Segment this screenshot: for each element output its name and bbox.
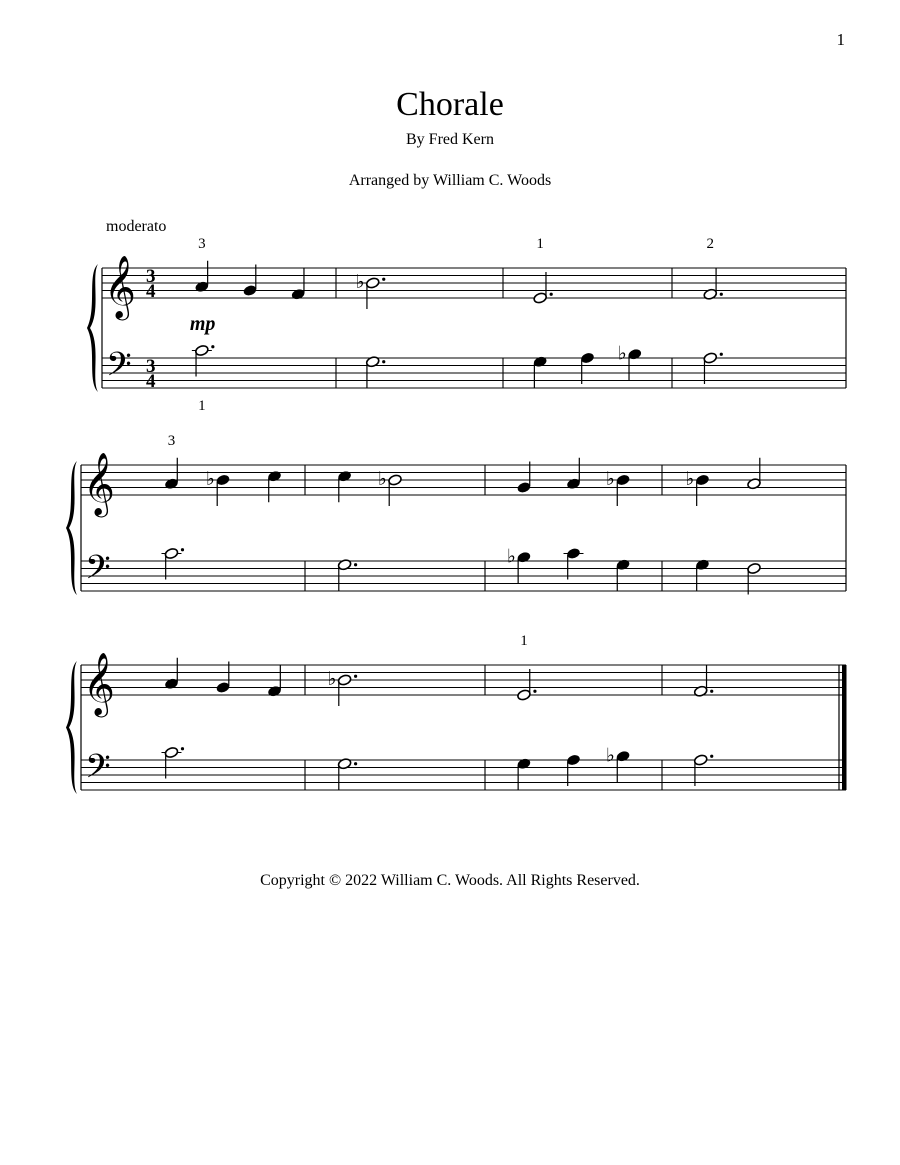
treble-note-notehead bbox=[267, 685, 282, 697]
treble-fingering: 1 bbox=[536, 236, 544, 252]
composer-credit: By Fred Kern bbox=[406, 131, 494, 148]
treble-note-notehead bbox=[216, 474, 231, 486]
treble-note-notehead bbox=[566, 478, 581, 490]
bass-note-notehead bbox=[693, 754, 708, 766]
final-barline-thick bbox=[842, 665, 847, 790]
bass-fingering: 1 bbox=[198, 398, 206, 414]
bass-note-notehead bbox=[580, 352, 595, 364]
bass-note-dot bbox=[354, 762, 357, 765]
treble-note-flat-icon: ♭ bbox=[206, 469, 215, 490]
bass-note-notehead bbox=[616, 750, 631, 762]
time-signature-top: 3 bbox=[146, 356, 156, 377]
treble-note-dot bbox=[550, 293, 553, 296]
treble-note-dot bbox=[720, 293, 723, 296]
bass-clef-icon: 𝄢 bbox=[85, 748, 111, 793]
treble-note-dot bbox=[533, 690, 536, 693]
bass-clef-icon: 𝄢 bbox=[106, 346, 132, 391]
treble-note-notehead bbox=[695, 474, 710, 486]
time-signature-top: 3 bbox=[146, 266, 156, 287]
treble-note-notehead bbox=[243, 284, 258, 296]
bass-note-flat-icon: ♭ bbox=[606, 745, 616, 767]
bass-note-notehead bbox=[337, 559, 352, 571]
bass-note-notehead bbox=[628, 348, 643, 360]
brace bbox=[66, 461, 77, 595]
bass-note-notehead bbox=[517, 758, 532, 770]
brace bbox=[66, 661, 77, 794]
treble-note-dot bbox=[382, 278, 385, 281]
bass-note-flat-icon: ♭ bbox=[506, 546, 516, 568]
bass-note-notehead bbox=[195, 344, 210, 356]
treble-note-notehead bbox=[267, 470, 282, 482]
treble-note-notehead bbox=[291, 288, 306, 300]
bass-note-notehead bbox=[164, 746, 179, 758]
treble-note-notehead bbox=[517, 481, 532, 493]
treble-note-notehead bbox=[365, 277, 380, 289]
time-signature-bottom: 4 bbox=[146, 371, 156, 392]
bass-clef-icon: 𝄢 bbox=[85, 549, 111, 594]
bass-note-dot bbox=[710, 755, 713, 758]
bass-note-notehead bbox=[703, 352, 718, 364]
bass-note-dot bbox=[181, 548, 184, 551]
bass-note-dot bbox=[211, 345, 214, 348]
treble-note-dot bbox=[354, 675, 357, 678]
treble-clef-icon: 𝄞 bbox=[83, 654, 115, 714]
bass-note-notehead bbox=[616, 559, 631, 571]
treble-note-flat-icon: ♭ bbox=[355, 272, 365, 293]
page-title: Chorale bbox=[396, 86, 504, 123]
bass-note-notehead bbox=[695, 559, 710, 571]
treble-note-notehead bbox=[337, 674, 352, 686]
treble-note-flat-icon: ♭ bbox=[685, 469, 695, 490]
treble-note-notehead bbox=[693, 685, 708, 697]
bass-note-notehead bbox=[164, 547, 179, 559]
treble-note-notehead bbox=[747, 478, 762, 490]
arranger-credit: Arranged by William C. Woods bbox=[348, 172, 552, 189]
bass-note-notehead bbox=[365, 356, 380, 368]
page-number: 1 bbox=[836, 30, 845, 49]
bass-note-dot bbox=[181, 747, 184, 750]
treble-note-notehead bbox=[616, 474, 631, 486]
treble-note-notehead bbox=[533, 292, 548, 304]
brace bbox=[87, 264, 98, 392]
bass-note-notehead bbox=[533, 356, 548, 368]
treble-fingering: 3 bbox=[167, 433, 176, 449]
treble-note-notehead bbox=[517, 689, 532, 701]
treble-note-notehead bbox=[337, 470, 352, 482]
bass-note-notehead bbox=[337, 758, 352, 770]
treble-fingering: 3 bbox=[198, 236, 206, 252]
treble-note-flat-icon: ♭ bbox=[327, 669, 337, 690]
treble-note-flat-icon: ♭ bbox=[378, 469, 387, 490]
treble-note-flat-icon: ♭ bbox=[606, 469, 616, 490]
bass-note-notehead bbox=[566, 547, 581, 559]
treble-fingering: 2 bbox=[706, 236, 715, 252]
treble-note-notehead bbox=[388, 474, 403, 486]
copyright-notice: Copyright © 2022 William C. Woods. All Rights Reserved. bbox=[260, 872, 640, 889]
treble-note-notehead bbox=[164, 678, 179, 690]
dynamic-marking: mp bbox=[189, 313, 216, 335]
treble-clef-icon: 𝄞 bbox=[83, 454, 115, 514]
bass-note-notehead bbox=[747, 562, 762, 574]
bass-note-notehead bbox=[566, 754, 581, 766]
bass-note-dot bbox=[354, 563, 357, 566]
treble-fingering: 1 bbox=[520, 633, 528, 649]
bass-note-notehead bbox=[517, 551, 532, 563]
treble-note-notehead bbox=[164, 478, 179, 490]
treble-note-notehead bbox=[703, 288, 718, 300]
time-signature-bottom: 4 bbox=[146, 281, 156, 302]
treble-clef-icon: 𝄞 bbox=[104, 257, 136, 317]
bass-note-flat-icon: ♭ bbox=[617, 343, 627, 365]
bass-note-dot bbox=[720, 353, 723, 356]
tempo-marking: moderato bbox=[106, 218, 167, 235]
treble-note-notehead bbox=[216, 681, 231, 693]
bass-note-dot bbox=[382, 360, 385, 363]
treble-note-notehead bbox=[195, 281, 210, 293]
treble-note-dot bbox=[710, 690, 713, 693]
